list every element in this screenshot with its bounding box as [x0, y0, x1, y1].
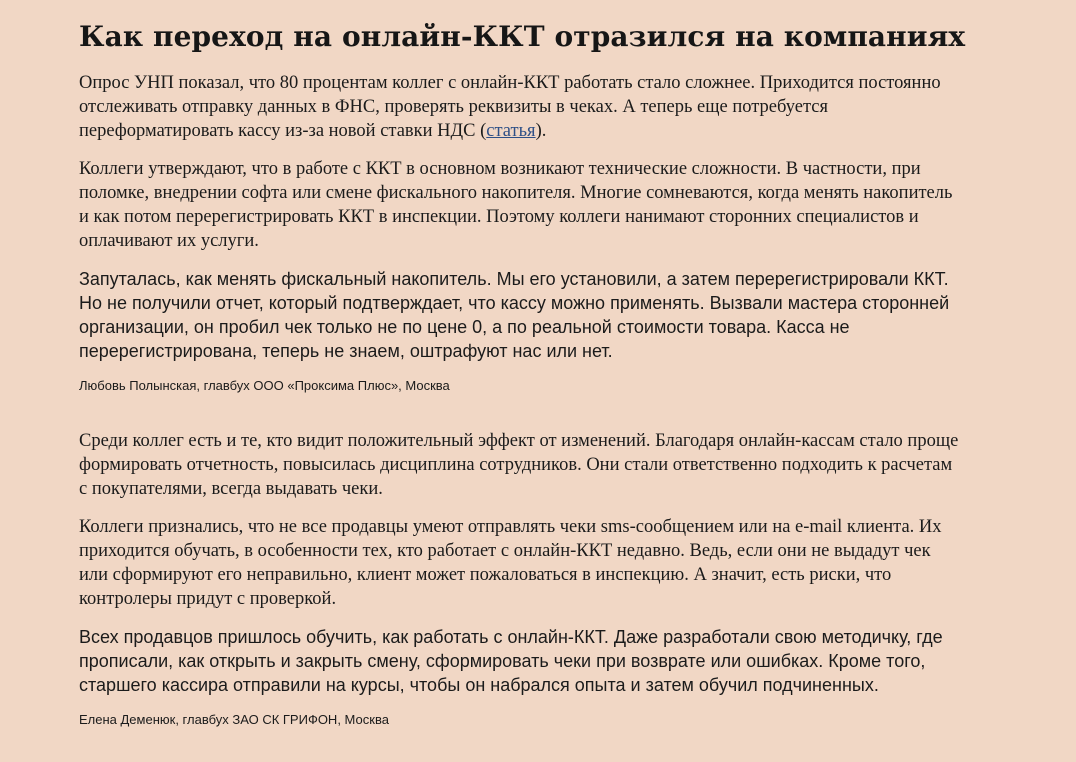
signature-polynskaya: Любовь Полынская, главбух ООО «Проксима Плюс», Москва: [79, 378, 450, 393]
quote-demenyuk: Всех продавцов пришлось обучить, как работать с онлайн-ККТ. Даже разработали свою методичку, где прописали, как открыть и закрыть смену, сформировать чеки при возврате или ошибках. Кроме того, старшего кассира отправили на курсы, чтобы он набрался опыта и затем обучил подчиненных.: [79, 627, 943, 695]
paragraph-difficulties: Коллеги утверждают, что в работе с ККТ в основном возникают технические сложности. В частности, при поломке, внедрении софта или смене фискального накопителя. Многие сомневаются, когда менять накопитель и как потом перерегистрировать ККТ в инспекции. Поэтому коллеги нанимают сторонних специалистов и оплачивают их услуги.: [79, 159, 953, 251]
intro-text: Опрос УНП показал, что 80 процентам коллег с онлайн-ККТ работать стало сложнее. Приходится постоянно отслеживать отправку данных в ФНС, проверять реквизиты в чеках. А теперь еще потребуется переформатировать кассу из-за новой ставки НДС (: [79, 73, 941, 141]
paragraph-training: Коллеги признались, что не все продавцы умеют отправлять чеки sms-сообщением или на e-mail клиента. Их приходится обучать, в особенности тех, кто работает с онлайн-ККТ недавно. Ведь, если они не выдадут чек или сформируют его неправильно, клиент может пожаловаться в инспекцию. А значит, есть риски, что контролеры придут с проверкой.: [79, 517, 942, 609]
section-spacer: [79, 394, 1076, 429]
intro-text-end: ).: [535, 121, 547, 141]
intro-paragraph: [79, 71, 959, 143]
paragraph-positive: Среди коллег есть и те, кто видит положительный эффект от изменений. Благодаря онлайн-кассам стало проще формировать отчетность, повысилась дисциплина сотрудников. Они стали ответственно подходить к расчетам с покупателями, всегда выдавать чеки.: [79, 431, 959, 499]
article-title: Как переход на онлайн-ККТ отразился на компаниях: [79, 20, 966, 53]
quote-polynskaya: Запуталась, как менять фискальный накопитель. Мы его установили, а затем перерегистрировали ККТ. Но не получили отчет, который подтверждает, что кассу можно применять. Вызвали мастера сторонней организации, он пробил чек только не по цене 0, а по реальной стоимости товара. Касса не перерегистрирована, теперь не знаем, оштрафуют нас или нет.: [79, 269, 950, 361]
signature-demenyuk: Елена Деменюк, главбух ЗАО СК ГРИФОН, Москва: [79, 712, 389, 727]
article-link[interactable]: статья: [486, 121, 536, 141]
